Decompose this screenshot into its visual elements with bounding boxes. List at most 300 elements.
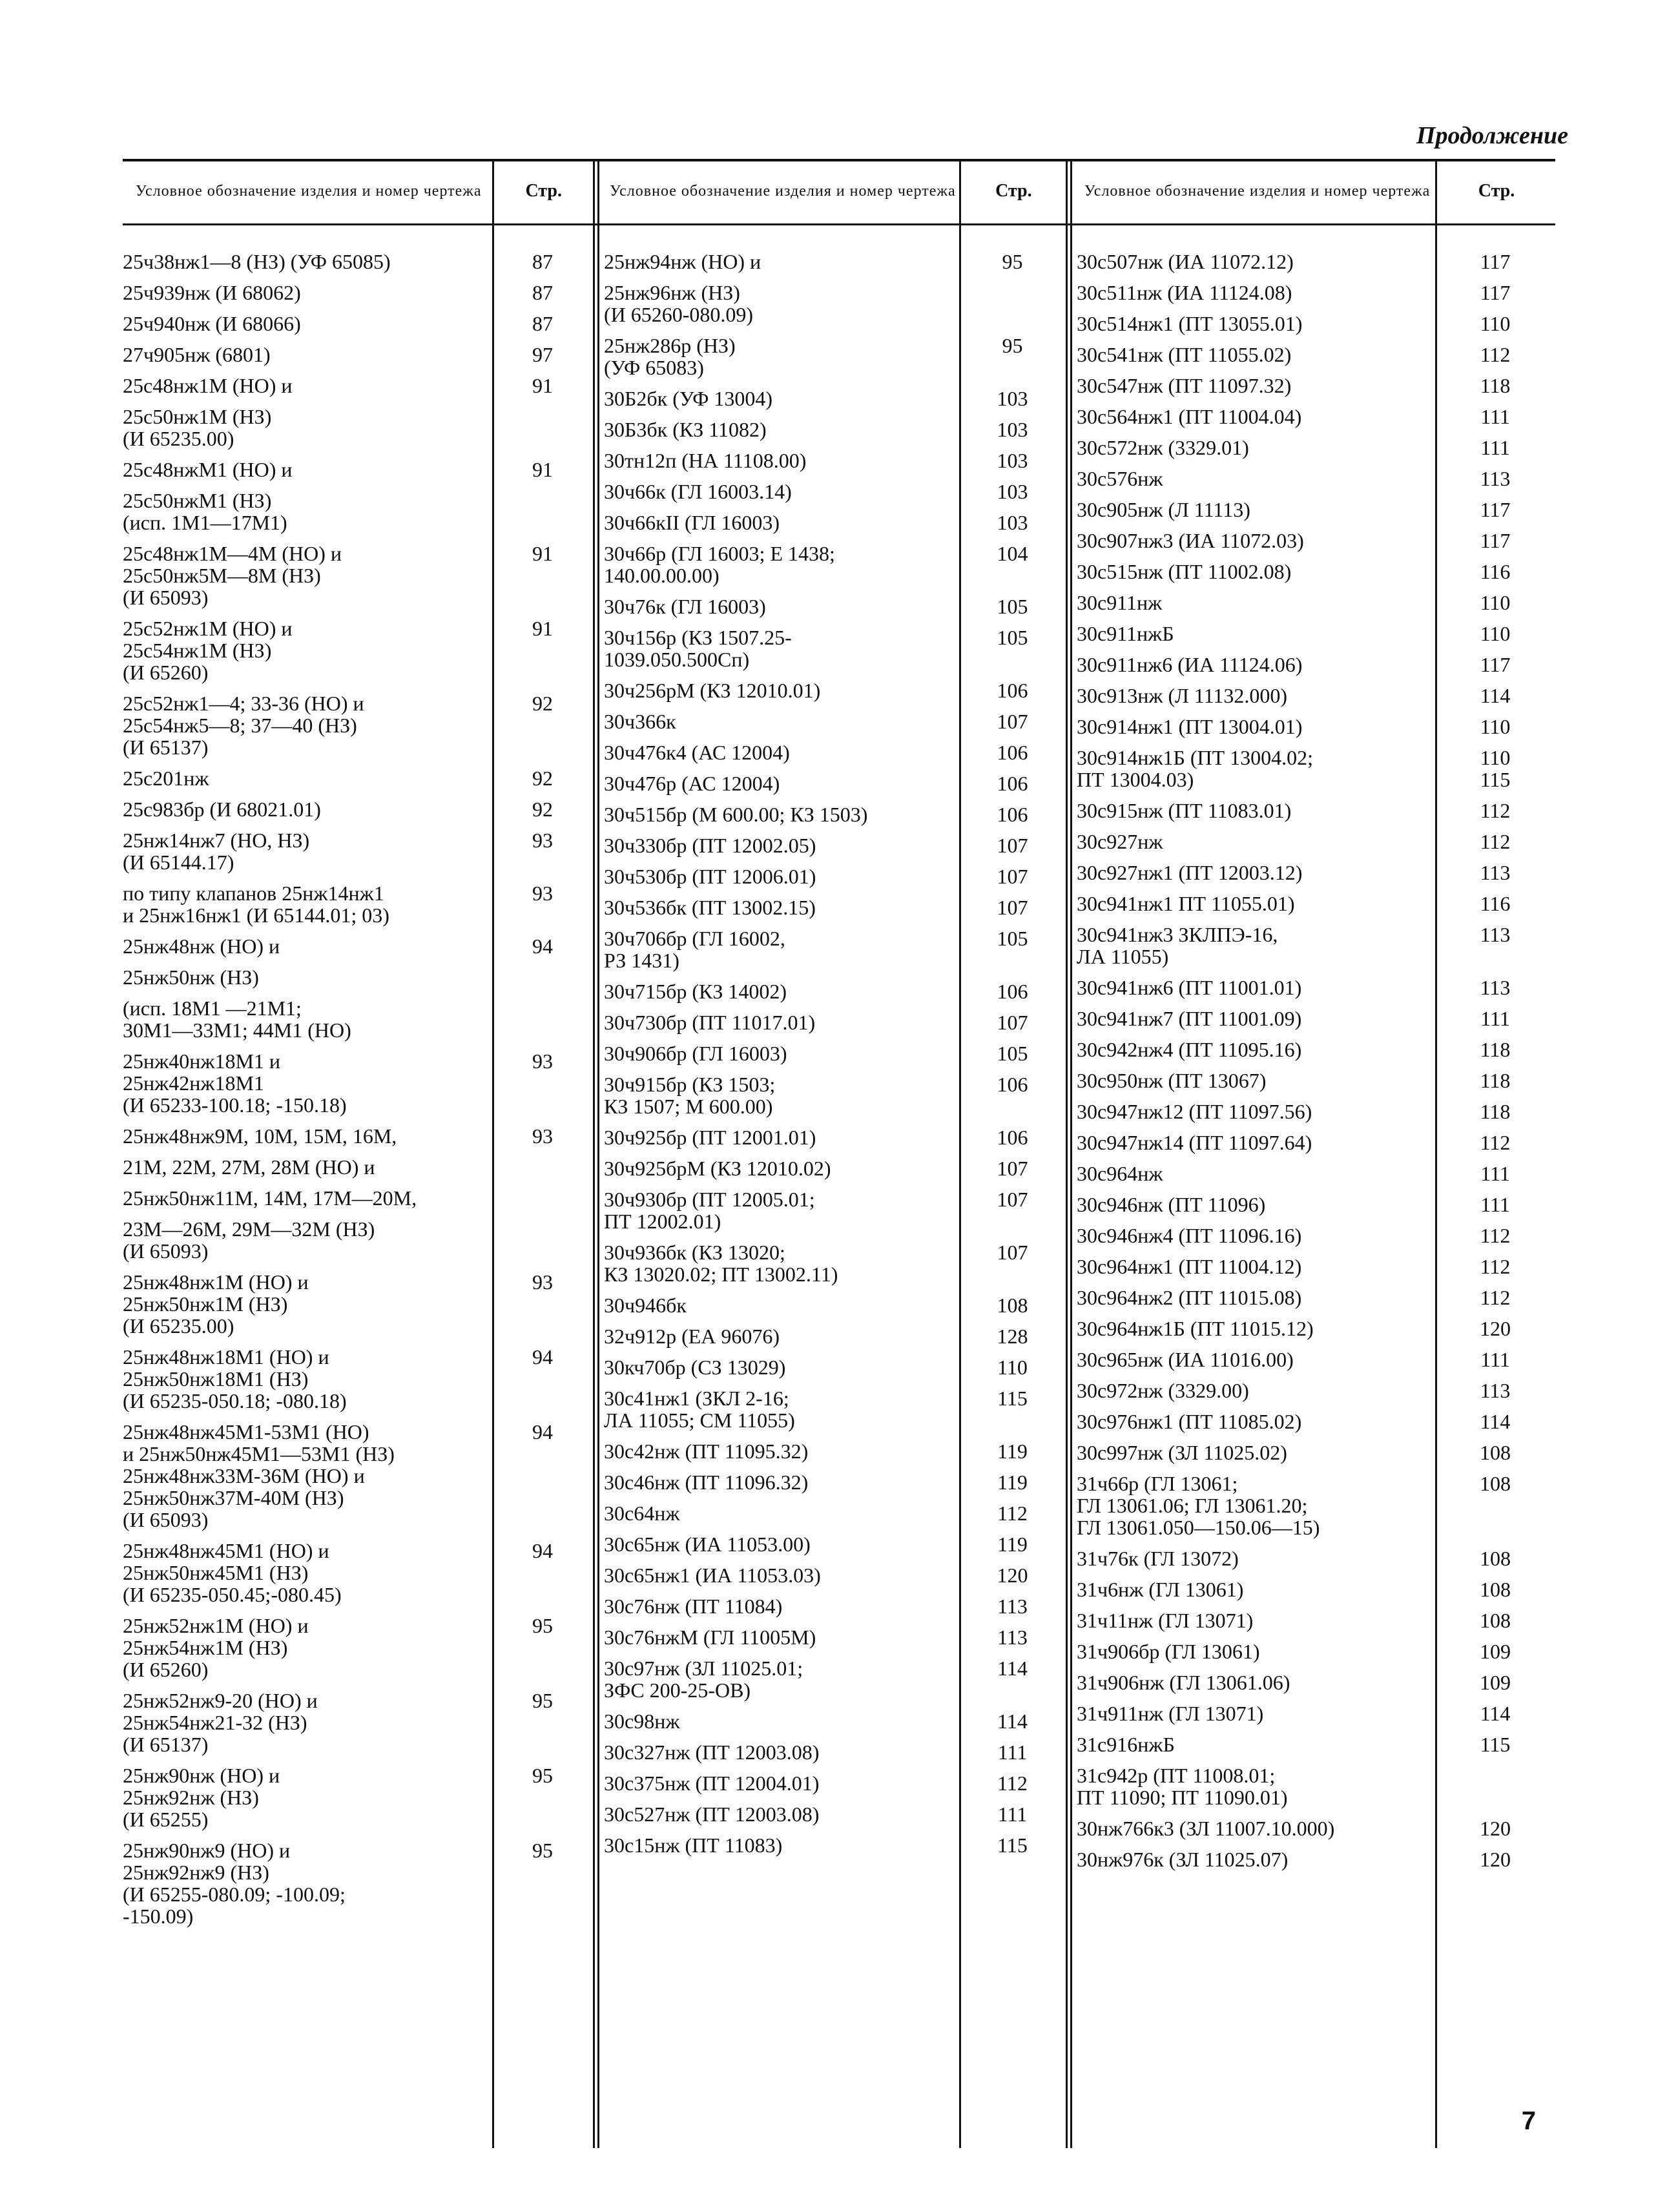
index-entry	[604, 865, 1066, 887]
entry-designation: 30с972нж (3329.00)	[1077, 1379, 1249, 1402]
entry-designation: 25ч940нж (И 68066)	[123, 312, 301, 335]
index-entry	[1077, 893, 1555, 915]
index-entry	[604, 741, 1066, 763]
entry-designation: 30с946нж4 (ПТ 11096.16)	[1077, 1224, 1302, 1247]
index-entry	[123, 1346, 593, 1412]
entry-designation: 30ч730бр (ПТ 11017.01)	[604, 1011, 816, 1034]
entry-designation: 30с46нж (ПТ 11096.32)	[604, 1471, 809, 1494]
entry-designation: 25нж48нж9М, 10М, 15М, 16М,	[123, 1124, 397, 1148]
index-entry	[604, 1241, 1066, 1285]
index-entry	[604, 679, 1066, 701]
entry-page: 106	[997, 980, 1028, 1003]
entry-designation: 25нж96нж (НЗ) (И 65260-080.09)	[604, 281, 754, 326]
entry-designation: 30с507нж (ИА 11072.12)	[1077, 250, 1294, 273]
index-entry	[604, 1626, 1066, 1648]
index-entry	[604, 1772, 1066, 1794]
entry-page: 92	[532, 798, 553, 821]
entry-designation: 30с964нж1Б (ПТ 11015.12)	[1077, 1317, 1314, 1340]
entry-page: 93	[532, 882, 553, 905]
column-header	[123, 159, 593, 223]
entry-designation: 25нж50нж11М, 14М, 17М—20М,	[123, 1186, 417, 1210]
index-entry	[604, 803, 1066, 825]
entry-page: 114	[997, 1710, 1028, 1733]
entry-designation: 30ч925брМ (КЗ 12010.02)	[604, 1157, 831, 1180]
index-entry	[1077, 251, 1555, 273]
index-entry	[604, 1595, 1066, 1617]
continuation-label: Продолжение	[1416, 122, 1568, 149]
entry-page: 111	[997, 1803, 1028, 1826]
index-entry	[123, 282, 593, 304]
entry-designation: 30ч366к	[604, 710, 676, 733]
entry-page: 106	[997, 1126, 1028, 1149]
entry-designation: 30ч66к (ГЛ 16003.14)	[604, 480, 792, 503]
entry-page: 116	[1480, 560, 1511, 583]
entry-designation: 25нж90нж9 (НО) и 25нж92нж9 (НЗ) (И 65255-080.09; -100.09; -150.09)	[123, 1839, 346, 1928]
index-entry	[604, 450, 1066, 471]
entry-designation: 30с997нж (ЗЛ 11025.02)	[1077, 1441, 1287, 1464]
index-entry	[1077, 1764, 1555, 1808]
entry-page: 113	[1480, 923, 1511, 946]
entry-page: 108	[997, 1294, 1028, 1317]
index-entry	[604, 1188, 1066, 1232]
entry-page: 91	[532, 617, 553, 640]
entry-page: 107	[997, 1241, 1028, 1264]
entry-page: 115	[997, 1387, 1028, 1410]
entry-designation: 30с41нж1 (ЗКЛ 2-16; ЛА 11055; СМ 11055)	[604, 1387, 795, 1432]
index-entry	[1077, 1256, 1555, 1277]
index-entry	[604, 543, 1066, 586]
entry-page: 94	[532, 1539, 553, 1562]
index-entry	[604, 1803, 1066, 1825]
entry-page: 112	[1480, 343, 1511, 366]
entry-designation: 30с515нж (ПТ 11002.08)	[1077, 560, 1292, 583]
index-entry	[1077, 1039, 1555, 1060]
entry-page: 92	[532, 692, 553, 715]
index-entry	[123, 1540, 593, 1606]
index-entry	[1077, 1132, 1555, 1153]
entry-designation: 25нж52нж1М (НО) и 25нж54нж1М (НЗ) (И 65260)	[123, 1614, 309, 1681]
entry-page: 128	[997, 1325, 1028, 1348]
index-entry	[1077, 1547, 1555, 1569]
entry-page: 120	[1480, 1317, 1511, 1340]
index-entry	[604, 481, 1066, 502]
column-divider-double	[1066, 159, 1072, 2148]
entry-page: 95	[1002, 334, 1023, 357]
index-entry	[1077, 1411, 1555, 1432]
entry-page: 117	[1480, 250, 1511, 273]
entry-designation: 32ч912р (ЕА 96076)	[604, 1325, 780, 1348]
entry-designation: 31ч906бр (ГЛ 13061)	[1077, 1640, 1260, 1663]
index-entry	[1077, 1163, 1555, 1184]
entry-page: 107	[997, 710, 1028, 733]
entry-page: 118	[1480, 1038, 1511, 1061]
index-entry	[604, 626, 1066, 670]
index-entry	[604, 710, 1066, 732]
entry-designation: 30с947нж12 (ПТ 11097.56)	[1077, 1100, 1312, 1123]
entry-page: 108	[1480, 1578, 1511, 1601]
index-entry	[1077, 313, 1555, 335]
entry-page: 111	[997, 1741, 1028, 1764]
index-entry	[1077, 1817, 1555, 1839]
entry-designation: 25с48нж1М—4М (НО) и 25с50нж5М—8М (НЗ) (И 65093)	[123, 542, 342, 609]
index-entry	[123, 1156, 593, 1178]
entry-designation: 30с547нж (ПТ 11097.32)	[1077, 374, 1292, 397]
entry-page: 113	[1480, 1379, 1511, 1402]
entry-page: 87	[532, 312, 553, 335]
index-entry	[123, 829, 593, 873]
index-entry	[604, 1325, 1066, 1347]
entry-designation: 30с964нж1 (ПТ 11004.12)	[1077, 1255, 1302, 1278]
entry-designation: 30с913нж (Л 11132.000)	[1077, 684, 1288, 707]
entry-designation: 30ч715бр (КЗ 14002)	[604, 980, 787, 1003]
entry-page: 119	[997, 1533, 1028, 1556]
entry-designation: 25нж90нж (НО) и 25нж92нж (НЗ) (И 65255)	[123, 1764, 280, 1831]
index-entry	[1077, 406, 1555, 428]
index-entry	[1077, 282, 1555, 304]
index-entry	[1077, 1287, 1555, 1308]
index-entry	[1077, 1473, 1555, 1538]
index-column-1	[123, 159, 593, 1928]
entry-designation: 30с911нж	[1077, 591, 1163, 614]
entry-designation: 30ч476р (АС 12004)	[604, 772, 780, 795]
entry-designation: 30ч156р (КЗ 1507.25- 1039.050.500Сп)	[604, 626, 792, 671]
entry-designation: 30с511нж (ИА 11124.08)	[1077, 281, 1292, 304]
entry-page: 112	[1480, 1286, 1511, 1309]
index-entry	[1077, 1640, 1555, 1662]
index-entry	[1077, 716, 1555, 738]
entry-designation: 25нж48нж (НО) и	[123, 935, 280, 958]
entry-designation: 30ч536бк (ПТ 13002.15)	[604, 896, 816, 919]
entry-designation: 25ч38нж1—8 (НЗ) (УФ 65085)	[123, 250, 391, 273]
index-entry	[123, 543, 593, 608]
entry-page: 117	[1480, 281, 1511, 304]
entry-page: 109	[1480, 1671, 1511, 1694]
entry-designation: 30с514нж1 (ПТ 13055.01)	[1077, 312, 1303, 335]
entry-designation: по типу клапанов 25нж14нж1 и 25нж16нж1 (И 65144.01; 03)	[123, 882, 389, 927]
entry-designation: 31ч11нж (ГЛ 13071)	[1077, 1609, 1254, 1632]
entry-designation: 25с50нж1М (НЗ) (И 65235.00)	[123, 405, 272, 450]
entry-page: 112	[997, 1772, 1028, 1795]
index-entry	[123, 1271, 593, 1337]
entry-designation: 25с48нж1М (НО) и	[123, 374, 293, 397]
index-entry	[1077, 1070, 1555, 1091]
entry-designation: 30с76нж (ПТ 11084)	[604, 1595, 783, 1618]
entry-designation: 25нж48нж18М1 (НО) и 25нж50нж18М1 (НЗ) (И 65235-050.18; -080.18)	[123, 1345, 347, 1412]
index-entry	[604, 1741, 1066, 1763]
entry-designation: 30с941нж7 (ПТ 11001.09)	[1077, 1007, 1302, 1030]
entry-page: 94	[532, 935, 553, 958]
index-entry	[604, 595, 1066, 617]
index-entry	[123, 1421, 593, 1531]
entry-designation: 30с572нж (3329.01)	[1077, 436, 1249, 459]
index-entry	[123, 798, 593, 820]
entry-page: 95	[532, 1764, 553, 1787]
index-entry	[604, 1042, 1066, 1064]
entry-designation: 30с564нж1 (ПТ 11004.04)	[1077, 405, 1302, 428]
index-entry	[123, 1125, 593, 1147]
entry-designation: 30с911нжБ	[1077, 622, 1174, 645]
entry-page: 94	[532, 1345, 553, 1369]
entry-page: 94	[532, 1420, 553, 1443]
entry-page: 112	[1480, 1224, 1511, 1247]
index-entry	[123, 882, 593, 926]
index-entry	[604, 1710, 1066, 1732]
index-entry	[604, 1533, 1066, 1555]
index-entry	[1077, 530, 1555, 552]
entry-page: 103	[997, 387, 1028, 410]
entry-designation: 30с98нж	[604, 1710, 680, 1733]
entry-designation: 30ч530бр (ПТ 12006.01)	[604, 865, 816, 888]
entry-page: 114	[997, 1657, 1028, 1680]
entry-page: 95	[532, 1614, 553, 1637]
designation-heading: Условное обозначение изделия и номер чертежа	[135, 183, 482, 200]
entry-designation: 25с201нж	[123, 767, 209, 790]
entry-designation: 30с942нж4 (ПТ 11095.16)	[1077, 1038, 1302, 1061]
index-entry	[1077, 1349, 1555, 1370]
entry-designation: 30ч936бк (КЗ 13020; КЗ 13020.02; ПТ 13002.11)	[604, 1241, 838, 1286]
index-entry	[604, 1564, 1066, 1586]
entry-designation: 31с916нжБ	[1077, 1733, 1175, 1756]
entry-page: 103	[997, 480, 1028, 503]
entry-designation: 30с97нж (ЗЛ 11025.01; ЗФС 200-25-ОВ)	[604, 1657, 803, 1702]
entry-page: 120	[1480, 1817, 1511, 1840]
entry-page: 117	[1480, 498, 1511, 521]
entry-designation: 30с964нж2 (ПТ 11015.08)	[1077, 1286, 1302, 1309]
entry-designation: 30нж766к3 (ЗЛ 11007.10.000)	[1077, 1817, 1335, 1840]
entry-designation: 21М, 22М, 27М, 28М (НО) и	[123, 1155, 375, 1179]
entry-page: 112	[997, 1502, 1028, 1525]
index-entry	[123, 1050, 593, 1116]
entry-page: 110 115	[1480, 746, 1511, 791]
entry-page: 107	[997, 1157, 1028, 1180]
entry-page: 103	[997, 418, 1028, 441]
entry-designation: 30с65нж (ИА 11053.00)	[604, 1533, 811, 1556]
entry-page: 107	[997, 865, 1028, 888]
entry-page: 93	[532, 829, 553, 852]
index-entry	[1077, 800, 1555, 822]
entry-page: 113	[997, 1595, 1028, 1618]
entry-page: 113	[1480, 976, 1511, 999]
index-entry	[123, 344, 593, 366]
entry-designation: 30ч66р (ГЛ 16003; Е 1438; 140.00.00.00)	[604, 542, 835, 587]
designation-heading: Условное обозначение изделия и номер чертежа	[610, 183, 956, 200]
index-entry	[604, 1834, 1066, 1856]
entry-designation: 25нж48нж45М1-53М1 (НО) и 25нж50нж45М1—53М1 (НЗ) 25нж48нж33М-36М (НО) и 25нж50нж37М-40М (НЗ) (И 65093)	[123, 1420, 395, 1531]
entry-designation: 30тн12п (НА 11108.00)	[604, 449, 807, 472]
index-entry	[604, 1356, 1066, 1378]
column-header	[1077, 159, 1555, 223]
entry-designation: 25нж50нж (НЗ)	[123, 966, 259, 989]
entry-designation: 30с375нж (ПТ 12004.01)	[604, 1772, 820, 1795]
index-entry	[123, 966, 593, 988]
entry-designation: 30ч946бк	[604, 1294, 687, 1317]
index-entry	[1077, 1318, 1555, 1339]
index-entry	[1077, 924, 1555, 967]
entry-page: 112	[1480, 1131, 1511, 1154]
index-entry	[1077, 1008, 1555, 1029]
entry-page: 103	[997, 449, 1028, 472]
index-column-3	[1077, 159, 1555, 1871]
table-header-rule	[123, 223, 1555, 225]
entry-designation: 30с42нж (ПТ 11095.32)	[604, 1440, 809, 1463]
entry-page: 105	[997, 595, 1028, 618]
index-column-2	[604, 159, 1066, 1857]
designation-heading: Условное обозначение изделия и номер чертежа	[1084, 183, 1431, 200]
entry-page: 110	[1480, 715, 1511, 738]
entry-page: 111	[1480, 1348, 1510, 1371]
entry-designation: 27ч905нж (6801)	[123, 343, 271, 366]
entry-designation: 31ч66р (ГЛ 13061; ГЛ 13061.06; ГЛ 13061.20; ГЛ 13061.050—150.06—15)	[1077, 1472, 1320, 1539]
index-entry	[123, 1218, 593, 1262]
entry-page: 103	[997, 511, 1028, 534]
entry-page: 114	[1480, 1702, 1511, 1725]
entry-page: 112	[1480, 799, 1511, 822]
entry-designation: 25нж14нж7 (НО, НЗ) (И 65144.17)	[123, 829, 310, 874]
entry-designation: 30с905нж (Л 11113)	[1077, 498, 1250, 521]
index-entry	[604, 1657, 1066, 1701]
entry-designation: 30с941нж1 ПТ 11055.01)	[1077, 892, 1295, 915]
entry-designation: 23М—26М, 29М—32М (НЗ) (И 65093)	[123, 1217, 375, 1263]
entry-designation: 25с52нж1М (НО) и 25с54нж1М (НЗ) (И 65260)	[123, 617, 293, 684]
page-number: 7	[1521, 2107, 1536, 2135]
page-heading: Стр.	[525, 181, 562, 201]
index-entry	[604, 1471, 1066, 1493]
entry-designation: 30с950нж (ПТ 13067)	[1077, 1069, 1267, 1092]
entry-page: 110	[1480, 312, 1511, 335]
index-entry	[604, 896, 1066, 918]
entry-page: 97	[532, 343, 553, 366]
entry-page: 110	[1480, 622, 1511, 645]
entry-page: 87	[532, 281, 553, 304]
entry-page: 106	[997, 803, 1028, 826]
index-entry	[1077, 1578, 1555, 1600]
index-entry	[1077, 862, 1555, 884]
index-entry	[604, 772, 1066, 794]
entry-page: 118	[1480, 1069, 1511, 1092]
index-entry	[604, 335, 1066, 378]
index-entry	[1077, 468, 1555, 490]
entry-page: 114	[1480, 684, 1511, 707]
entry-page: 111	[1480, 436, 1510, 459]
entry-designation: 25нж52нж9-20 (НО) и 25нж54нж21-32 (НЗ) (И 65137)	[123, 1689, 318, 1756]
entry-page: 107	[997, 896, 1028, 919]
index-entry	[123, 406, 593, 450]
index-entry	[1077, 654, 1555, 676]
index-entry	[1077, 977, 1555, 998]
index-entry	[123, 1764, 593, 1830]
entry-designation: 25с52нж1—4; 33-36 (НО) и 25с54нж5—8; 37—40 (НЗ) (И 65137)	[123, 692, 364, 759]
entry-designation: 30с946нж (ПТ 11096)	[1077, 1193, 1266, 1216]
entry-page: 113	[997, 1626, 1028, 1649]
page-heading: Стр.	[1478, 181, 1515, 201]
index-entry	[123, 692, 593, 758]
entry-page: 106	[997, 741, 1028, 764]
index-entry	[123, 935, 593, 957]
entry-designation: 30Б2бк (УФ 13004)	[604, 387, 773, 410]
index-entry	[1077, 1848, 1555, 1870]
entry-designation: 30с927нж1 (ПТ 12003.12)	[1077, 861, 1303, 884]
index-entry	[123, 251, 593, 273]
entry-designation: 30ч915бр (КЗ 1503; КЗ 1507; М 600.00)	[604, 1073, 776, 1118]
entry-designation: 25нж48нж45М1 (НО) и 25нж50нж45М1 (НЗ) (И 65235-050.45;-080.45)	[123, 1539, 342, 1606]
entry-page: 108	[1480, 1441, 1511, 1464]
entry-page: 93	[532, 1270, 553, 1294]
entry-designation: 25с48нжМ1 (НО) и	[123, 458, 293, 481]
entry-page: 107	[997, 1188, 1028, 1211]
entry-page: 107	[997, 834, 1028, 857]
index-entry	[1077, 1702, 1555, 1724]
index-entry	[1077, 561, 1555, 583]
entry-designation: 30ч66кII (ГЛ 16003)	[604, 511, 780, 534]
index-entry	[604, 282, 1066, 326]
entry-designation: 25с50нжМ1 (НЗ) (исп. 1М1—17М1)	[123, 489, 287, 534]
index-entry	[1077, 1194, 1555, 1215]
entry-page: 119	[997, 1471, 1028, 1494]
index-entry	[1077, 499, 1555, 521]
entry-page: 106	[997, 1073, 1028, 1096]
entry-designation: 30с327нж (ПТ 12003.08)	[604, 1741, 820, 1764]
entry-list	[604, 251, 1066, 1865]
entry-designation: 30Б3бк (КЗ 11082)	[604, 418, 767, 441]
entry-page: 110	[1480, 591, 1511, 614]
entry-designation: 30ч925бр (ПТ 12001.01)	[604, 1126, 816, 1149]
index-entry	[604, 834, 1066, 856]
entry-page: 105	[997, 1042, 1028, 1065]
entry-designation: 30с907нж3 (ИА 11072.03)	[1077, 529, 1304, 552]
index-entry	[123, 490, 593, 533]
entry-designation: 30с914нж1 (ПТ 13004.01)	[1077, 715, 1303, 738]
entry-designation: 25нж40нж18М1 и 25нж42нж18М1 (И 65233-100.18; -150.18)	[123, 1049, 347, 1117]
entry-page: 91	[532, 374, 553, 397]
entry-page: 105	[997, 626, 1028, 649]
entry-page: 111	[1480, 1007, 1510, 1030]
entry-designation: 31с942р (ПТ 11008.01; ПТ 11090; ПТ 11090.01)	[1077, 1764, 1288, 1809]
index-entry	[123, 997, 593, 1041]
entry-page: 108	[1480, 1472, 1511, 1495]
index-entry	[1077, 1101, 1555, 1122]
index-entry	[123, 375, 593, 397]
entry-page: 106	[997, 772, 1028, 795]
index-entry	[1077, 1442, 1555, 1463]
entry-page: 118	[1480, 374, 1511, 397]
entry-designation: 30ч906бр (ГЛ 16003)	[604, 1042, 787, 1065]
entry-page: 92	[532, 767, 553, 790]
entry-designation: 25нж94нж (НО) и	[604, 250, 761, 273]
index-entry	[1077, 1609, 1555, 1631]
entry-designation: 30ч706бр (ГЛ 16002, РЗ 1431)	[604, 927, 785, 972]
entry-page: 107	[997, 1011, 1028, 1034]
entry-designation: (исп. 18М1 —21М1; 30М1—33М1; 44М1 (НО)	[123, 997, 351, 1042]
index-entry	[1077, 747, 1555, 791]
index-entry	[123, 617, 593, 683]
entry-designation: 30ч476к4 (АС 12004)	[604, 741, 790, 764]
index-entry	[604, 251, 1066, 273]
index-entry	[604, 1387, 1066, 1431]
index-entry	[1077, 623, 1555, 645]
index-entry	[1077, 437, 1555, 459]
entry-page: 117	[1480, 529, 1511, 552]
index-entry	[604, 1502, 1066, 1524]
entry-page: 111	[1480, 405, 1510, 428]
entry-designation: 31ч76к (ГЛ 13072)	[1077, 1547, 1239, 1570]
entry-designation: 25ч939нж (И 68062)	[123, 281, 301, 304]
entry-designation: 30нж976к (ЗЛ 11025.07)	[1077, 1848, 1289, 1871]
index-entry	[604, 388, 1066, 409]
entry-designation: 30ч76к (ГЛ 16003)	[604, 595, 766, 618]
entry-page: 104	[997, 542, 1028, 565]
index-entry	[604, 512, 1066, 533]
entry-page: 118	[1480, 1100, 1511, 1123]
